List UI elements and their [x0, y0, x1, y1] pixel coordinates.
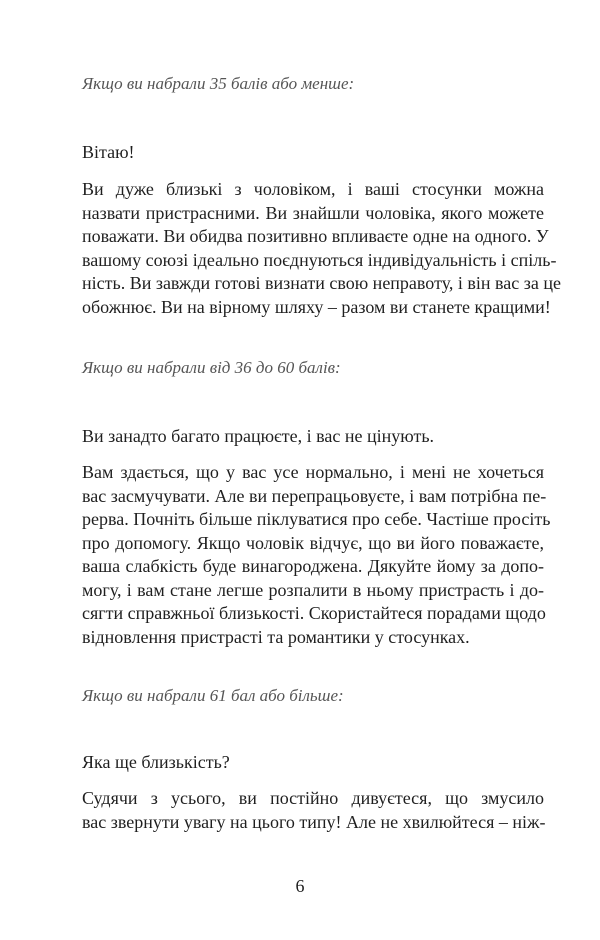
paragraph-line: Ви дуже близькі з чоловіком, і ваші стосунки можна [82, 179, 544, 199]
section-paragraph-1 [82, 178, 561, 319]
paragraph-line: назвати пристрасними. Ви знайшли чоловіка, якого можете [82, 202, 544, 223]
section-heading-2: Якщо ви набрали від 36 до 60 балів: [82, 358, 341, 377]
paragraph-line: вас звернути увагу на цього типу! Але не хвилюйтеся – ніж- [82, 811, 546, 832]
paragraph-line: Судячи з усього, ви постійно дивуєтеся, що змусило [82, 788, 544, 808]
section-lead-1: Вітаю! [82, 142, 135, 162]
section-paragraph-2 [82, 461, 551, 649]
paragraph-line: ність. Ви завжди готові визнати свою неправоту, і він вас за це [82, 273, 561, 293]
paragraph-line: Вам здається, що у вас усе нормально, і мені не хочеться [82, 462, 544, 482]
paragraph-line: ваша слабкість буде винагороджена. Дякуйте йому за допо- [82, 556, 544, 576]
paragraph-line: вашому союзі ідеально поєднуються індивідуальність і спіль- [82, 249, 557, 270]
paragraph-line: рерва. Почніть більше піклуватися про себе. Частіше просіть [82, 509, 551, 529]
paragraph-line: поважати. Ви обидва позитивно впливаєте одне на одного. У [82, 226, 549, 246]
paragraph-line: про допомогу. Якщо чоловік відчує, що ви його поважаєте, [82, 532, 544, 553]
section-paragraph-3 [82, 787, 544, 834]
section-heading-3: Якщо ви набрали 61 бал або більше: [82, 686, 344, 705]
page-number: 6 [295, 876, 305, 896]
section-heading-1: Якщо ви набрали 35 балів або менше: [82, 74, 355, 93]
paragraph-line: могу, і вам стане легше розпалити в ньому пристрасть і до- [82, 579, 544, 600]
section-lead-2: Ви занадто багато працюєте, і вас не цінують. [82, 426, 435, 446]
paragraph-line: сягти справжньої близькості. Скористайтеся порадами щодо [82, 603, 546, 623]
paragraph-line: вас засмучувати. Але ви перепрацьовуєте, і вам потрібна пе- [82, 485, 547, 506]
section-lead-3: Яка ще близькість? [82, 752, 230, 772]
paragraph-line: обожнює. Ви на вірному шляху – разом ви станете кращими! [82, 296, 551, 317]
paragraph-line: відновлення пристрасті та романтики у стосунках. [82, 626, 470, 647]
